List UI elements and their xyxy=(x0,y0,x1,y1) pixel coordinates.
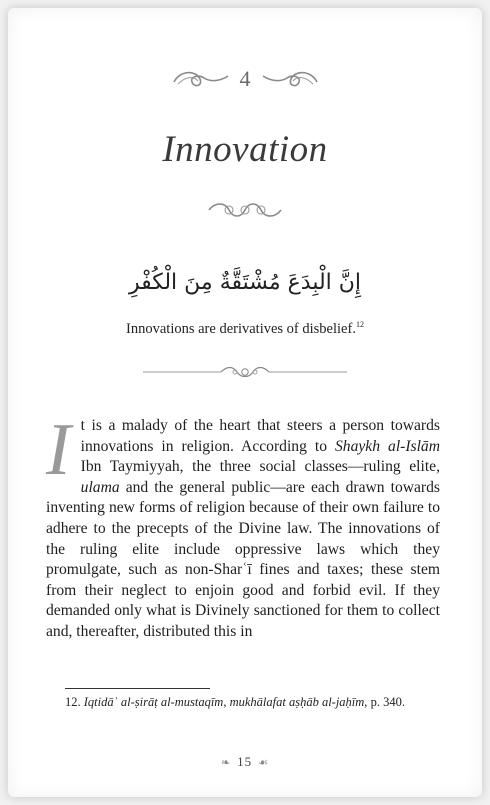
right-swirl-ornament-icon xyxy=(261,68,319,90)
footnote-reference: 12 xyxy=(355,320,364,329)
chapter-title: Innovation xyxy=(162,129,328,170)
translation-text: Innovations are derivatives of disbelief. xyxy=(126,320,356,337)
body-text-3: and the general public—are each drawn towards inventing new forms of religion because of their own failure to adhere to the precepts of the Divine law. The innovations of the ruling elite include oppressive laws which they promulgate, such as non-Sharʿī fines and taxes; these stem from their neglect to enjoin good and forbid evil. If they demanded only what is Divinely sanctioned for them to collect and, thereafter, distributed this in xyxy=(46,478,440,640)
book-page xyxy=(8,8,482,797)
epigraph-translation xyxy=(8,320,482,338)
body-text-2: Ibn Taymiyyah, the three social classes—ruling elite, xyxy=(80,458,440,476)
body-emphasis-2: ulama xyxy=(80,478,120,496)
body-emphasis-1: Shaykh al-Islām xyxy=(335,437,440,455)
page-number: 15 xyxy=(237,754,253,769)
section-divider-ornament-icon xyxy=(143,364,347,380)
chapter-heading xyxy=(8,66,482,92)
footnote-title: Iqtidāʾ al-ṣirāṭ al-mustaqīm, mukhālafat aṣḥāb al-jaḥīm, xyxy=(83,695,368,709)
drop-cap: I xyxy=(46,409,71,491)
folio-right-ornament-icon: ☙ xyxy=(258,756,270,769)
folio-left-ornament-icon: ❧ xyxy=(220,756,232,769)
body-text-1: t is a malady of the heart that steers a person towards innovations in religion. According to xyxy=(80,417,440,455)
footnote-number: 12. xyxy=(65,695,81,709)
body-paragraph xyxy=(46,409,440,643)
arabic-epigraph: إِنَّ الْبِدَعَ مُشْتَقَّةٌ مِنَ الْكُفْرِ xyxy=(128,270,362,295)
left-swirl-ornament-icon xyxy=(172,68,230,90)
page-folio xyxy=(8,754,482,770)
footnote-page: p. 340. xyxy=(370,695,405,709)
chapter-number: 4 xyxy=(239,66,251,91)
title-flourish-ornament-icon xyxy=(205,200,285,220)
footnote xyxy=(65,694,440,710)
footnote-rule xyxy=(65,688,210,689)
